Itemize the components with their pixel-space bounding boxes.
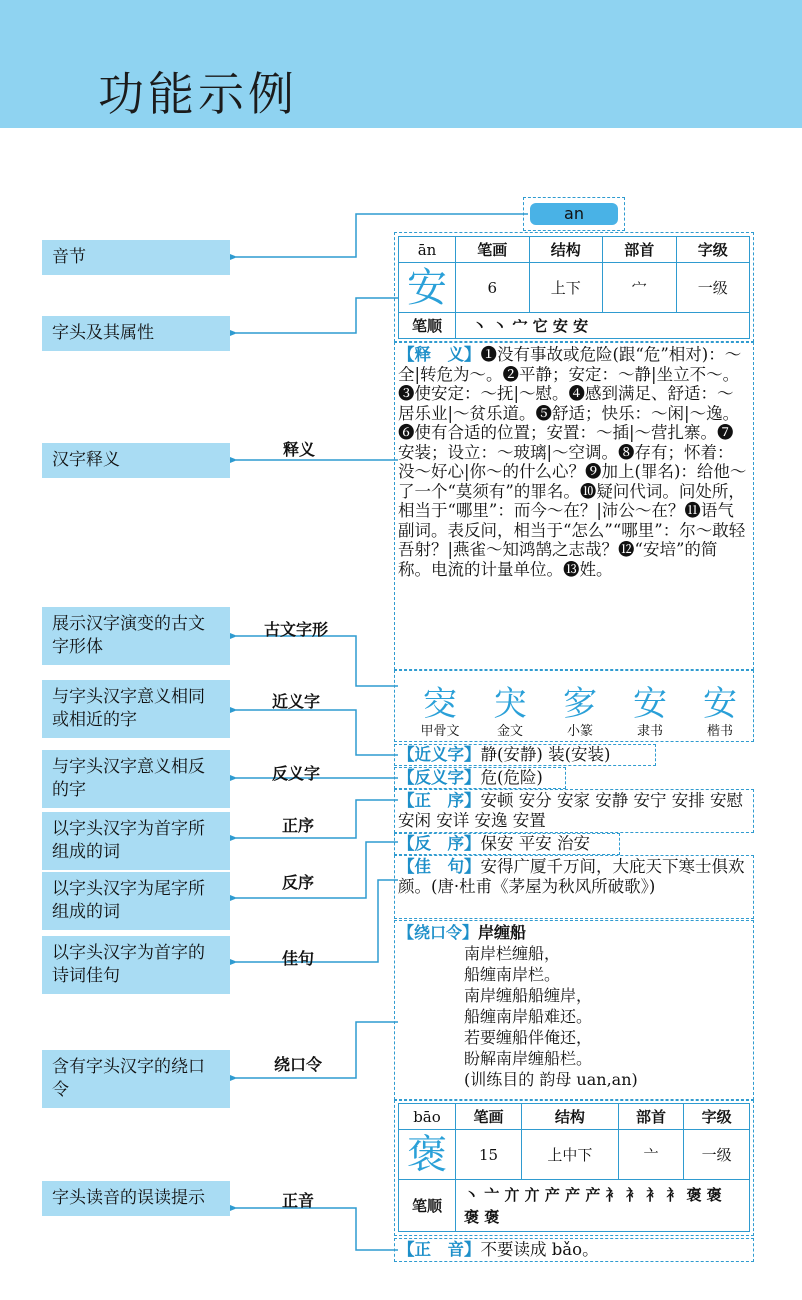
raokou-line: 南岸栏缠船， (464, 944, 561, 963)
mid-synonym: 近义字 (272, 692, 321, 711)
mid-antonym: 反义字 (272, 764, 321, 783)
entry2-stroke-order: 丶 亠 亣 亣 产 产 产 衤 衤 衤 衤 褒 褒 褒 褒 (456, 1180, 750, 1232)
raokou-line: (训练目的 韵母 uan,an) (464, 1070, 638, 1089)
entry2-level: 一级 (684, 1130, 750, 1180)
entry1-order-label: 笔顺 (399, 313, 456, 339)
raokou-line: 若要缠船伴俺还， (464, 1028, 593, 1047)
entry2-structure: 上中下 (521, 1130, 618, 1180)
mid-meaning: 释义 (283, 440, 316, 459)
entry2-h-level: 字级 (684, 1104, 750, 1130)
gname-seal: 小篆 (566, 724, 593, 739)
label-head: 字头及其属性 (42, 316, 230, 351)
label-pron: 字头读音的误读提示 (42, 1181, 230, 1216)
gname-clerical: 隶书 (636, 724, 663, 739)
raokou-line: 南岸缠船船缠岸， (464, 986, 593, 1005)
gname-oracle: 甲骨文 (420, 724, 460, 739)
entry1-stroke-order: 丶 丶 宀 它 安 安 (456, 313, 750, 339)
fanyi-tag: 【反义字】 (398, 768, 481, 787)
raokou-title: 岸缠船 (478, 923, 527, 942)
zhengyin-section (398, 1240, 750, 1260)
entry2-radical: 亠 (618, 1130, 684, 1180)
entry2-char: 褒 (399, 1130, 456, 1180)
mid-reverse: 反序 (282, 873, 315, 892)
entry1-pinyin: ān (399, 237, 456, 263)
zhengyin-text: 不要读成 bǎo。 (480, 1240, 599, 1259)
label-forward: 以字头汉字为首字所组成的词 (42, 812, 230, 870)
glyph-regular: 安 (703, 684, 737, 724)
label-syllable: 音节 (42, 240, 230, 275)
entry1-structure: 上下 (529, 263, 603, 313)
mid-ancient: 古文字形 (264, 620, 329, 639)
entry1-level: 一级 (676, 263, 750, 313)
raokou-line: 船缠南岸船难还。 (464, 1007, 593, 1026)
glyph-bronze: 宊 (493, 684, 527, 724)
label-antonym: 与字头汉字意义相反的字 (42, 750, 230, 808)
label-meaning: 汉字释义 (42, 443, 230, 478)
label-ancient: 展示汉字演变的古文字形体 (42, 607, 230, 665)
entry2-strokes: 15 (456, 1130, 522, 1180)
mid-pron: 正音 (282, 1191, 315, 1210)
gname-bronze: 金文 (496, 724, 523, 739)
syllable-badge: an (530, 203, 618, 225)
label-tongue: 含有字头汉字的绕口令 (42, 1050, 230, 1108)
zhengxu-tag: 【正 序】 (398, 791, 481, 810)
entry1-h-strokes: 笔画 (456, 237, 530, 263)
glyph-clerical: 安 (633, 684, 667, 724)
ancient-forms (398, 674, 750, 740)
jiaju-text: 安得广厦千万间，大庇天下寒士俱欢颜。(唐·杜甫《茅屋为秋风所破歌》) (398, 857, 745, 896)
page-title: 功能示例 (98, 67, 298, 121)
zhengxu-section (398, 791, 750, 830)
label-poem: 以字头汉字为首字的诗词佳句 (42, 936, 230, 994)
raokou-line: 盼解南岸缠船栏。 (464, 1049, 593, 1068)
label-reverse: 以字头汉字为尾字所组成的词 (42, 872, 230, 930)
entry2-h-structure: 结构 (521, 1104, 618, 1130)
glyph-oracle: 㝔 (423, 684, 457, 724)
entry2-h-strokes: 笔画 (456, 1104, 522, 1130)
jiaju-section (398, 857, 750, 896)
fanyi-section (398, 768, 750, 788)
entry1-table (398, 236, 750, 339)
mid-poem: 佳句 (282, 949, 315, 968)
mid-tongue: 绕口令 (274, 1055, 323, 1074)
fanxu-text: 保安 平安 治安 (480, 834, 590, 853)
entry2-h-radical: 部首 (618, 1104, 684, 1130)
shiyi-section (398, 345, 750, 667)
raokou-section (398, 922, 750, 1090)
entry1-char: 安 (399, 263, 456, 313)
shiyi-text: ❶没有事故或危险(跟“危”相对)：～全|转危为～。❷平静；安定：～静|坐立不～。❸使安定：～抚|～慰。❹感到满足、舒适：～居乐业|～贫乐道。❺舒适；快乐：～闲|～逸。❻使有合适的位置；安置：～插|～营扎寨。❼安装；设立：～玻璃|～空调。❽存有；怀着：没～好心|你～的什么心？❾加上(罪名)：给他～了一个“莫须有”的罪名。❿疑问代词。问处所，相当于“哪里”：而今～在？|沛公～在？⓫语气副词。表反问，相当于“怎么”“哪里”：尔～敢轻吾射？|燕雀～知鸿鹄之志哉？⓬“安培”的简称。电流的计量单位。⓭姓。 (398, 345, 747, 579)
zhengxu-text: 安顿 安分 安家 安静 安宁 安排 安慰 安闲 安详 安逸 安置 (398, 791, 743, 830)
mid-forward: 正序 (282, 816, 315, 835)
entry1-h-structure: 结构 (529, 237, 603, 263)
entry2-pinyin: bāo (399, 1104, 456, 1130)
raokou-tag: 【绕口令】 (398, 923, 479, 942)
label-synonym: 与字头汉字意义相同或相近的字 (42, 680, 230, 738)
shiyi-tag: 【释 义】 (398, 345, 481, 364)
entry1-h-radical: 部首 (603, 237, 677, 263)
gname-regular: 楷书 (706, 724, 733, 739)
jinyi-text: 静(安静) 装(安装) (480, 745, 611, 764)
jinyi-section (398, 745, 750, 765)
fanxu-tag: 【反 序】 (398, 834, 481, 853)
fanxu-section (398, 834, 750, 854)
jiaju-tag: 【佳 句】 (398, 857, 481, 876)
entry2-order-label: 笔顺 (399, 1180, 456, 1232)
jinyi-tag: 【近义字】 (398, 745, 481, 764)
entry1-radical: 宀 (603, 263, 677, 313)
entry1-h-level: 字级 (676, 237, 750, 263)
zhengyin-tag: 【正 音】 (398, 1240, 481, 1259)
raokou-line: 船缠南岸栏。 (464, 965, 561, 984)
entry1-strokes: 6 (456, 263, 530, 313)
fanyi-text: 危(危险) (480, 768, 543, 787)
entry2-table (398, 1103, 750, 1232)
glyph-seal: 㝖 (563, 684, 597, 724)
